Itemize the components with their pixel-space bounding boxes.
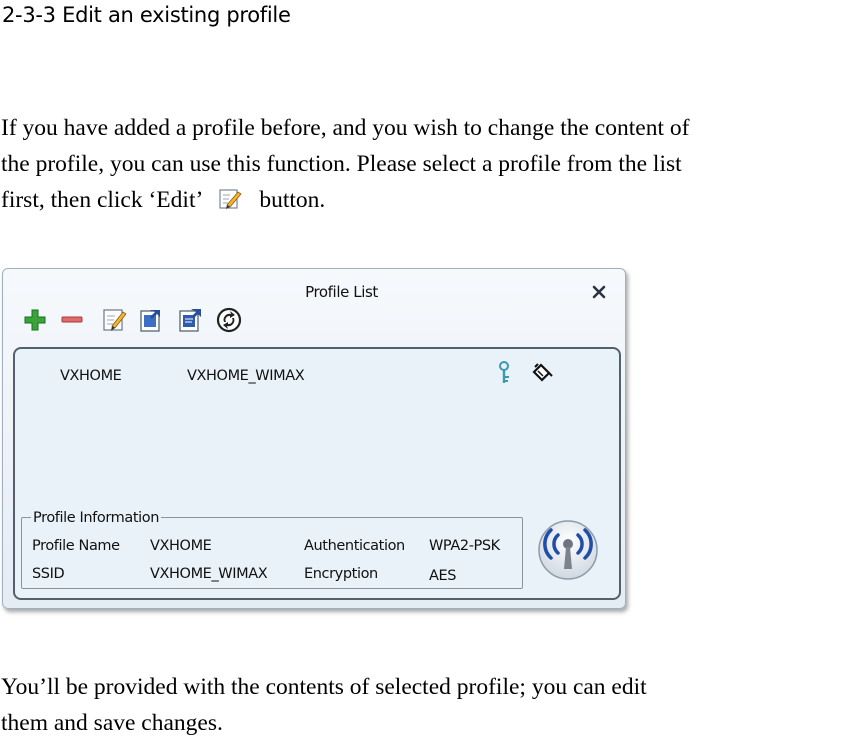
authentication-value: WPA2-PSK bbox=[429, 538, 500, 554]
add-profile-button[interactable] bbox=[22, 307, 48, 333]
connect-button[interactable] bbox=[537, 519, 599, 581]
wireless-signal-icon bbox=[537, 519, 599, 581]
profile-info-legend: Profile Information bbox=[33, 510, 160, 526]
wps-button[interactable] bbox=[216, 307, 242, 333]
intro-line-1: If you have added a profile before, and you wish to change the content of bbox=[1, 115, 690, 141]
export-icon bbox=[177, 307, 203, 333]
result-line-1: You’ll be provided with the contents of selected profile; you can edit bbox=[1, 674, 647, 700]
edit-profile-button[interactable] bbox=[101, 307, 127, 333]
profile-list-dialog bbox=[2, 268, 626, 609]
plus-icon bbox=[22, 307, 48, 333]
minus-icon bbox=[59, 307, 85, 333]
section-heading: 2-3-3 Edit an existing profile bbox=[2, 3, 291, 27]
profile-name-label: Profile Name bbox=[32, 538, 120, 554]
encryption-label: Encryption bbox=[304, 566, 378, 582]
intro-line-3-end: button. bbox=[259, 187, 326, 213]
close-icon[interactable] bbox=[591, 284, 607, 300]
intro-line-3-start: first, then click ‘Edit’ bbox=[1, 187, 204, 213]
remove-profile-button[interactable] bbox=[59, 307, 85, 333]
profile-row-name: VXHOME bbox=[60, 368, 122, 384]
result-paragraph bbox=[1, 669, 647, 741]
connect-plug-icon bbox=[531, 363, 553, 387]
key-icon bbox=[498, 361, 512, 389]
dialog-title: Profile List bbox=[305, 283, 378, 301]
ssid-label: SSID bbox=[32, 566, 65, 582]
wps-icon bbox=[216, 307, 242, 333]
import-profile-button[interactable] bbox=[138, 307, 164, 333]
result-line-2: them and save changes. bbox=[1, 710, 223, 736]
authentication-label: Authentication bbox=[304, 538, 405, 554]
intro-line-2: the profile, you can use this function. Please select a profile from the list bbox=[1, 151, 682, 177]
export-profile-button[interactable] bbox=[177, 307, 203, 333]
profile-name-value: VXHOME bbox=[150, 538, 212, 554]
profile-row-ssid: VXHOME_WIMAX bbox=[187, 368, 305, 384]
ssid-value: VXHOME_WIMAX bbox=[150, 566, 268, 582]
encryption-value: AES bbox=[429, 568, 457, 584]
intro-line-3 bbox=[1, 182, 855, 218]
import-icon bbox=[138, 307, 164, 333]
intro-paragraph bbox=[1, 110, 855, 218]
edit-icon bbox=[101, 307, 127, 333]
edit-icon bbox=[217, 185, 243, 207]
